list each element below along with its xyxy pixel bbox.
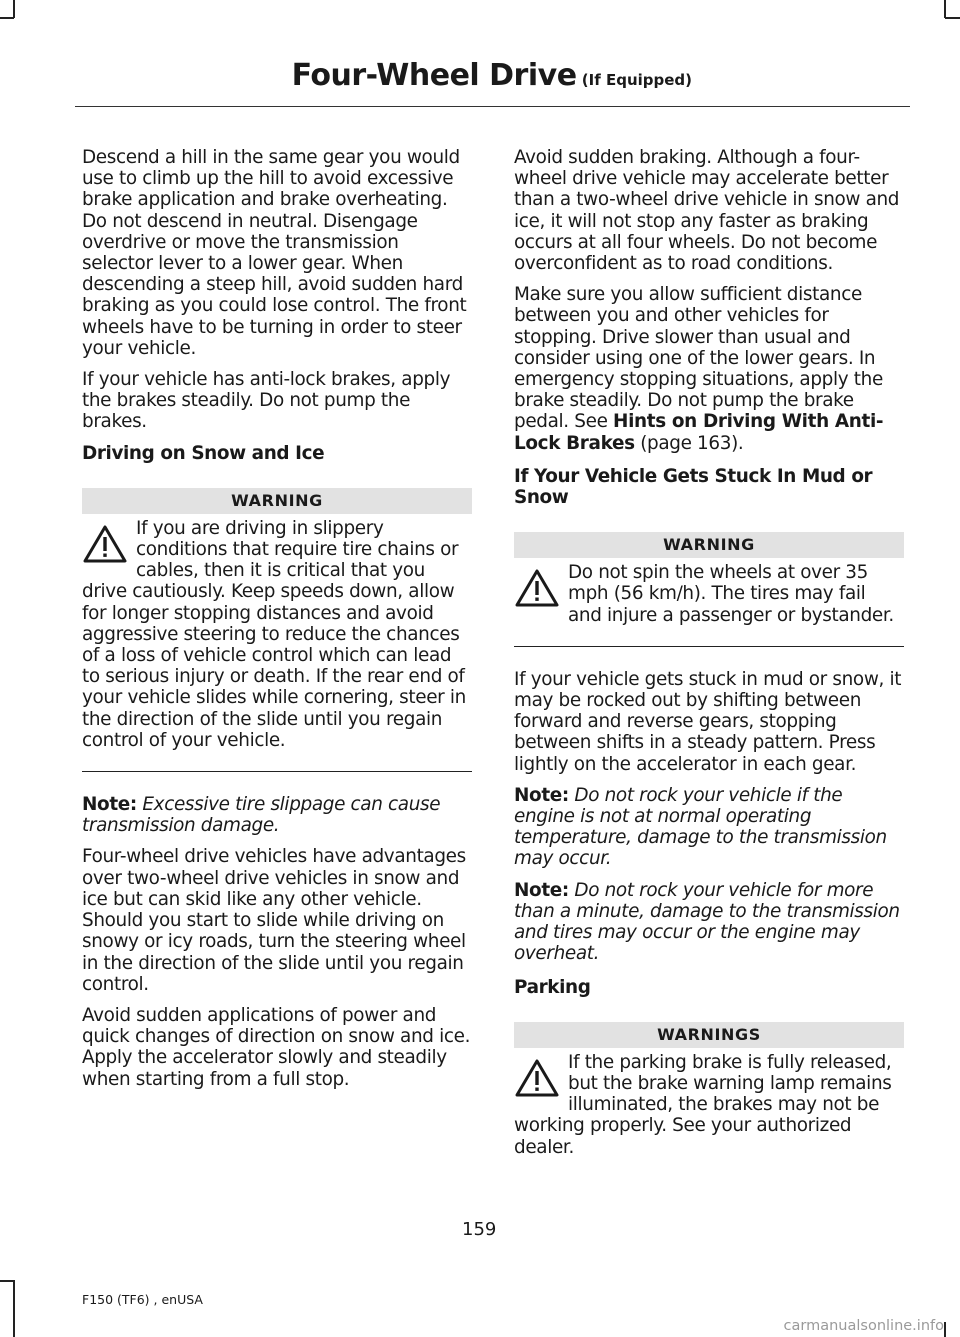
- warning-text: Do not spin the wheels at over 35 mph (56 km/h). The tires may fail and injure a passenger or bystander.: [568, 562, 894, 626]
- note-text: Do not rock your vehicle for more than a minute, damage to the transmission and tires may occur or the engine may overheat.: [514, 879, 900, 965]
- crop-mark-top-left-h: [0, 17, 14, 19]
- right-paragraph-2: [514, 284, 904, 454]
- left-paragraph-3: Four-wheel drive vehicles have advantages over two-wheel drive vehicles in snow and ice but can skid like any other vehicle. Should you start to slide while driving on snowy or icy roads, turn the steering wheel in the direction of the slide until you regain control.: [82, 846, 466, 995]
- warning-box-spin-wheels: [514, 532, 904, 647]
- right-paragraph-2-text: Make sure you allow sufficient distance between you and other vehicles for stopping. Drive slower than usual and consider using one of the lower gears. In emergency stopping situations, apply the brake steadily. Do not pump the brake pedal. See: [514, 284, 883, 433]
- right-paragraph-3: If your vehicle gets stuck in mud or snow, it may be rocked out by shifting between forward and reverse gears, stopping between shifts in a steady pattern. Press lightly on the accelerator in each gear.: [514, 668, 902, 775]
- warning-body: [514, 1052, 904, 1178]
- cross-reference-link[interactable]: Hints on Driving With Anti-Lock Brakes: [514, 411, 884, 454]
- warning-text: If the parking brake is fully released, but the brake warning lamp remains illuminated, the brakes may not be working properly. See your authorized dealer.: [514, 1051, 892, 1158]
- warning-text: If you are driving in slippery conditions that require tire chains or cables, then it is critical that you drive cautiously. Keep speeds down, allow for longer stopping distances and avoid aggressive steering to reduce the chances of a loss of vehicle control which can lead to serious injury or death. If the rear end of your vehicle slides while cornering, steer in the direction of the slide until you regain control of your vehicle.: [82, 517, 466, 751]
- note-engine-temperature: [514, 785, 904, 870]
- crop-mark-top-right-v: [944, 0, 946, 18]
- page-reference: (page 163).: [634, 432, 744, 454]
- right-paragraph-1: Avoid sudden braking. Although a four-wheel drive vehicle may accelerate better than a two-wheel drive vehicle in snow and ice, it will not stop any faster as braking occurs at all four wheels. Do not become overconfident as to road conditions.: [514, 147, 900, 275]
- left-paragraph-2: If your vehicle has anti-lock brakes, apply the brakes steadily. Do not pump the brakes.: [82, 369, 451, 433]
- heading-stuck-mud-snow: If Your Vehicle Gets Stuck In Mud or Snow: [514, 465, 873, 509]
- note-text: Excessive tire slippage can cause transmission damage.: [82, 794, 441, 837]
- heading-driving-snow-ice: Driving on Snow and Ice: [82, 442, 325, 464]
- footer-doc-id: F150 (TF6) , enUSA: [82, 1292, 203, 1307]
- header-rule: [75, 106, 910, 107]
- warning-box-parking-brake: [514, 1022, 904, 1178]
- crop-mark-top-right-h: [945, 17, 960, 19]
- page-number: 159: [462, 1219, 497, 1240]
- crop-mark-top-left-v: [13, 0, 15, 18]
- warning-label: WARNING: [82, 488, 472, 514]
- note-text: Do not rock your vehicle if the engine is not at normal operating temperature, damage to the transmission may occur.: [514, 784, 887, 870]
- crop-mark-bottom-left-v: [13, 1280, 15, 1337]
- crop-mark-bottom-right-v: [944, 1322, 946, 1337]
- note-tire-slippage: [82, 794, 472, 836]
- right-column: [514, 147, 904, 1188]
- warning-triangle-icon: [514, 1058, 564, 1102]
- warning-body: [82, 518, 472, 772]
- note-rocking-duration: [514, 880, 904, 965]
- left-paragraph-1: Descend a hill in the same gear you would use to climb up the hill to avoid excessive brake application and brake overheating. Do not descend in neutral. Disengage overdrive or move the transmission selector lever to a lower gear. When descending a steep hill, avoid sudden hard braking as you could lose control. The front wheels have to be turning in order to steer your vehicle.: [82, 147, 467, 359]
- crop-mark-bottom-left-h: [0, 1280, 14, 1282]
- left-paragraph-4: Avoid sudden applications of power and quick changes of direction on snow and ice. Apply the accelerator slowly and steadily when starting from a full stop.: [82, 1004, 471, 1090]
- page-header-title: [292, 58, 692, 93]
- note-label: Note:: [514, 879, 569, 901]
- left-column: [82, 147, 472, 1100]
- warning-box-slippery: [82, 488, 472, 772]
- warning-label: WARNING: [514, 532, 904, 558]
- warning-label: WARNINGS: [514, 1022, 904, 1048]
- header-title-sub: (If Equipped): [576, 71, 692, 89]
- warning-body: [514, 562, 904, 647]
- note-label: Note:: [514, 784, 569, 806]
- watermark: carmanualsonline.info: [783, 1318, 944, 1334]
- header-title-main: Four-Wheel Drive: [291, 58, 577, 93]
- warning-triangle-icon: [82, 524, 132, 568]
- heading-parking: Parking: [514, 976, 591, 998]
- warning-triangle-icon: [514, 568, 564, 612]
- note-label: Note:: [82, 794, 137, 816]
